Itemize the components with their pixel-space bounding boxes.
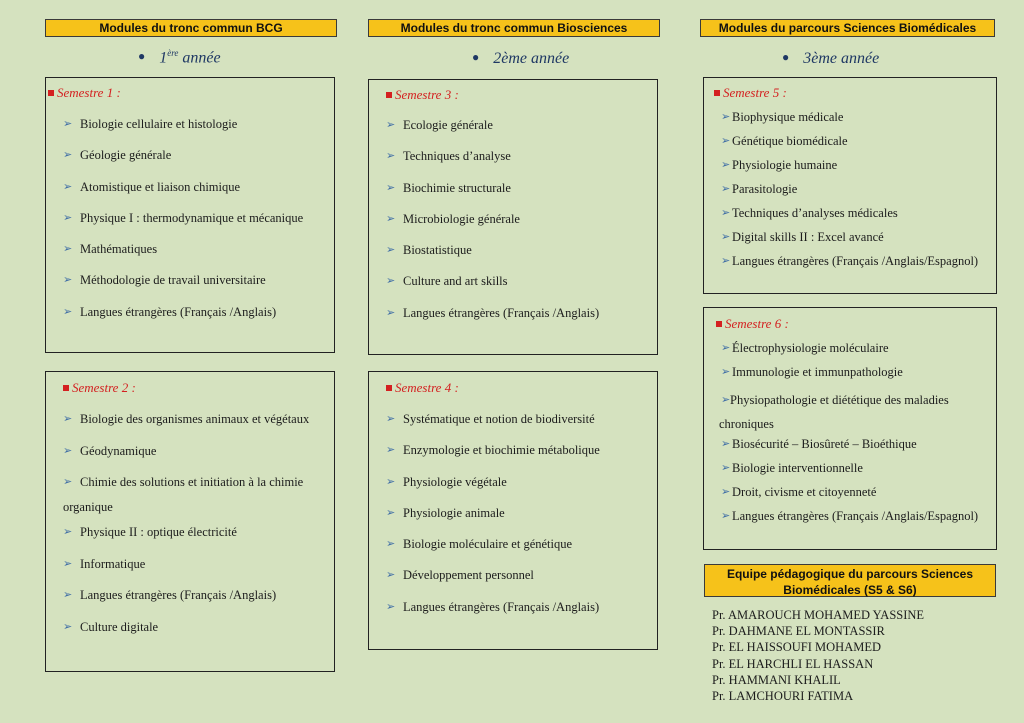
list-item: ➢ Géodynamique — [63, 443, 157, 458]
list-item: ➢ Enzymologie et biochimie métabolique — [386, 443, 600, 458]
header-sciences-biomedicales: Modules du parcours Sciences Biomédicales — [700, 19, 995, 37]
red-square-icon — [48, 90, 54, 96]
semester-5-label: Semestre 5 : — [723, 85, 787, 100]
list-item: ➢ Immunologie et immunpathologie — [721, 365, 903, 379]
bullet-icon: ● — [472, 50, 480, 64]
arrow-icon: ➢ — [721, 255, 731, 267]
arrow-icon: ➢ — [63, 557, 73, 570]
list-item: ➢ Microbiologie générale — [386, 211, 520, 226]
semester-2-label: Semestre 2 : — [72, 380, 136, 395]
red-square-icon — [386, 385, 392, 391]
arrow-icon: ➢ — [721, 394, 731, 406]
red-square-icon — [716, 321, 722, 327]
list-item: ➢ Physiologie humaine — [721, 158, 838, 172]
arrow-icon: ➢ — [721, 462, 731, 474]
arrow-icon: ➢ — [386, 244, 396, 257]
arrow-icon: ➢ — [721, 183, 731, 195]
arrow-icon: ➢ — [63, 444, 73, 457]
arrow-icon: ➢ — [721, 207, 731, 219]
team-member: Pr. AMAROUCH MOHAMED YASSINE — [712, 608, 925, 622]
list-item: ➢ Physiologie animale — [386, 505, 505, 520]
semester-1-label: Semestre 1 : — [57, 85, 121, 100]
year-title-1 — [138, 48, 221, 67]
arrow-icon: ➢ — [63, 149, 73, 162]
arrow-icon: ➢ — [63, 118, 73, 130]
arrow-icon: ➢ — [386, 181, 396, 194]
list-item: ➢ Systématique et notion de biodiversité — [386, 412, 595, 426]
year-superscript: ère — [167, 48, 179, 58]
arrow-icon: ➢ — [63, 620, 73, 633]
semester-6-title — [716, 316, 789, 332]
list-item: ➢ Techniques d’analyse — [386, 149, 511, 164]
arrow-icon: ➢ — [386, 150, 396, 163]
list-item: ➢ Langues étrangères (Français /Anglais) — [386, 599, 600, 614]
year-label: 2ème année — [493, 50, 570, 67]
red-square-icon — [386, 92, 392, 98]
semester-5-title — [714, 85, 787, 101]
list-item: ➢ Culture digitale — [63, 619, 159, 634]
arrow-icon: ➢ — [63, 305, 73, 318]
list-item: ➢ Électrophysiologie moléculaire — [721, 341, 889, 355]
year-title-3 — [782, 50, 879, 68]
semester-2-list — [63, 412, 331, 651]
semester-3-title — [386, 87, 459, 103]
arrow-icon: ➢ — [63, 274, 73, 287]
list-item: ➢ Chimie des solutions et initiation à la chimie organique — [63, 470, 331, 525]
list-item: ➢ Langues étrangères (Français /Anglais/Espagnol) — [721, 254, 979, 268]
arrow-icon: ➢ — [386, 413, 396, 425]
header-biosciences: Modules du tronc commun Biosciences — [368, 19, 660, 37]
semester-3-list — [386, 118, 656, 337]
arrow-icon: ➢ — [386, 306, 396, 319]
arrow-icon: ➢ — [386, 600, 396, 613]
list-item: ➢ Parasitologie — [721, 182, 798, 196]
arrow-icon: ➢ — [721, 159, 731, 171]
list-item: ➢ Langues étrangères (Français /Anglais/Espagnol) — [721, 509, 979, 523]
arrow-icon: ➢ — [721, 486, 731, 498]
list-item: ➢ Physique I : thermodynamique et mécanique — [63, 210, 304, 225]
arrow-icon: ➢ — [721, 438, 731, 450]
list-item: ➢ Biostatistique — [386, 243, 472, 258]
arrow-icon: ➢ — [721, 342, 731, 354]
semester-2-title — [63, 380, 136, 396]
arrow-icon: ➢ — [386, 475, 396, 488]
list-item: ➢ Physiopathologie et diététique des maladies chroniques — [719, 388, 997, 436]
list-item: ➢ Géologie générale — [63, 148, 172, 163]
year-number: 1 — [159, 49, 168, 67]
year-word: année — [178, 49, 221, 67]
team-header: Equipe pédagogique du parcours Sciences Biomédicales (S5 & S6) — [704, 564, 996, 597]
arrow-icon: ➢ — [63, 180, 73, 193]
list-item: ➢ Langues étrangères (Français /Anglais) — [63, 588, 277, 602]
semester-6-list — [721, 340, 997, 532]
list-item: ➢ Culture and art skills — [386, 274, 508, 289]
semester-1-list — [63, 117, 333, 336]
semester-4-label: Semestre 4 : — [395, 380, 459, 395]
team-member: Pr. EL HARCHLI EL HASSAN — [712, 656, 874, 671]
list-item: ➢ Droit, civisme et citoyenneté — [721, 485, 877, 499]
list-item: ➢ Physiologie végétale — [386, 474, 507, 489]
list-item: ➢ Mathématiques — [63, 242, 158, 257]
arrow-icon: ➢ — [63, 526, 73, 538]
header-bcg: Modules du tronc commun BCG — [45, 19, 337, 37]
list-item: ➢ Digital skills II : Excel avancé — [721, 230, 884, 244]
semester-4-list — [386, 412, 656, 631]
semester-6-label: Semestre 6 : — [725, 316, 789, 331]
arrow-icon: ➢ — [63, 211, 73, 224]
semester-3-label: Semestre 3 : — [395, 87, 459, 102]
team-list — [712, 607, 924, 704]
team-member: Pr. HAMMANI KHALIL — [712, 672, 841, 687]
bullet-icon: ● — [782, 50, 790, 64]
arrow-icon: ➢ — [63, 243, 73, 256]
semester-1-title — [48, 85, 121, 101]
list-item: ➢ Biologie interventionnelle — [721, 461, 863, 475]
arrow-icon: ➢ — [386, 444, 396, 457]
arrow-icon: ➢ — [721, 135, 731, 147]
arrow-icon: ➢ — [721, 366, 731, 378]
arrow-icon: ➢ — [386, 275, 396, 288]
list-item: ➢ Méthodologie de travail universitaire — [63, 273, 266, 288]
list-item: ➢ Biochimie structurale — [386, 180, 511, 195]
list-item: ➢ Biologie des organismes animaux et végétaux — [63, 412, 310, 426]
list-item: ➢ Langues étrangères (Français /Anglais) — [386, 305, 600, 320]
list-item: ➢ Ecologie générale — [386, 118, 493, 132]
list-item: ➢ Informatique — [63, 556, 146, 571]
arrow-icon: ➢ — [63, 476, 73, 488]
arrow-icon: ➢ — [386, 212, 396, 225]
year-label: 3ème année — [803, 50, 880, 67]
list-item: ➢ Génétique biomédicale — [721, 134, 848, 148]
arrow-icon: ➢ — [63, 413, 73, 425]
red-square-icon — [63, 385, 69, 391]
list-item: ➢ Techniques d’analyses médicales — [721, 206, 898, 220]
semester-4-title — [386, 380, 459, 396]
list-item: ➢ Développement personnel — [386, 568, 534, 583]
bullet-icon: ● — [138, 49, 146, 64]
arrow-icon: ➢ — [386, 538, 396, 551]
red-square-icon — [714, 90, 720, 96]
list-item: ➢ Biologie cellulaire et histologie — [63, 117, 238, 131]
arrow-icon: ➢ — [721, 510, 731, 522]
list-item: ➢ Biologie moléculaire et génétique — [386, 537, 573, 552]
team-member: Pr. DAHMANE EL MONTASSIR — [712, 624, 885, 639]
list-item: ➢ Biophysique médicale — [721, 110, 844, 124]
arrow-icon: ➢ — [63, 589, 73, 601]
semester-5-list — [721, 109, 997, 277]
arrow-icon: ➢ — [721, 111, 731, 123]
list-item: ➢ Langues étrangères (Français /Anglais) — [63, 304, 277, 319]
year-title-2 — [472, 50, 569, 68]
arrow-icon: ➢ — [386, 506, 396, 519]
arrow-icon: ➢ — [721, 231, 731, 243]
team-member: Pr. LAMCHOURI FATIMA — [712, 689, 854, 704]
team-member: Pr. EL HAISSOUFI MOHAMED — [712, 640, 881, 655]
list-item: ➢ Biosécurité – Biosûreté – Bioéthique — [721, 437, 917, 451]
arrow-icon: ➢ — [386, 119, 396, 131]
list-item: ➢ Atomistique et liaison chimique — [63, 179, 241, 194]
list-item: ➢ Physique II : optique électricité — [63, 525, 237, 539]
arrow-icon: ➢ — [386, 569, 396, 582]
